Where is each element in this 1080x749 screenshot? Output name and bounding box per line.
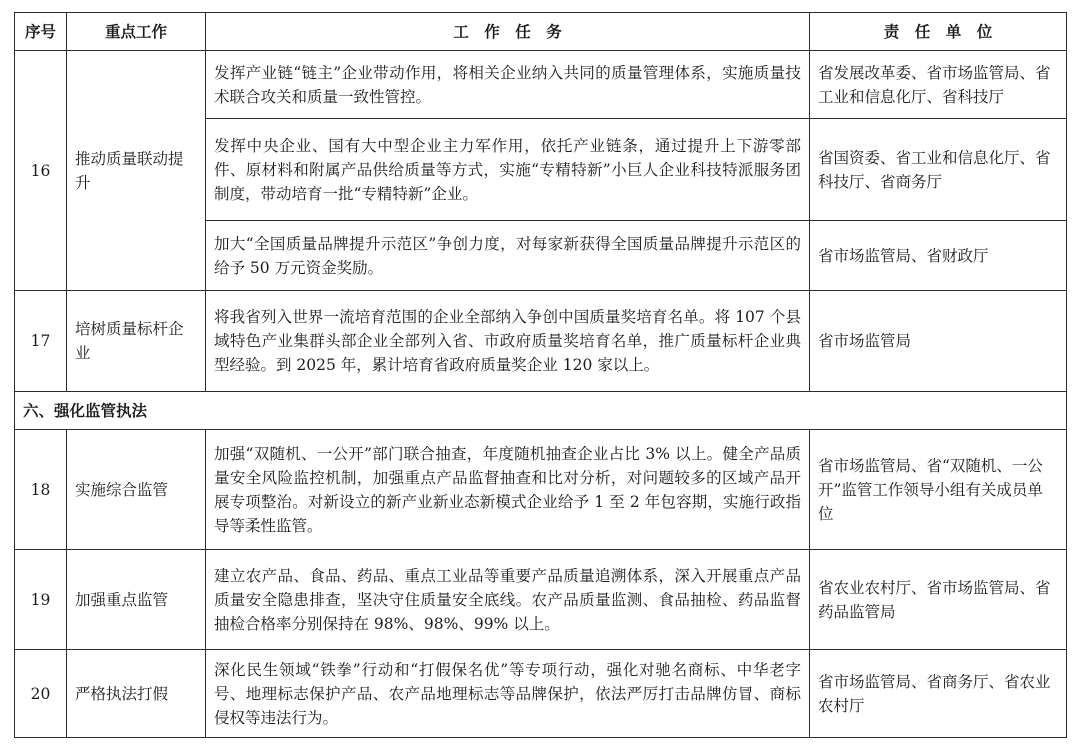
work-task: 建立农产品、食品、药品、重点工业品等重要产品质量追溯体系，深入开展重点产品质量安全隐患排查，坚决守住质量安全底线。农产品质量监测、食品抽检、药品监督抽检合格率分别保持在 98%、98%、99% 以上。: [206, 550, 810, 650]
responsible-unit: 省市场监管局、省“双随机、一公开”监管工作领导小组有关成员单位: [810, 430, 1067, 550]
header-task: 工 作 任 务: [206, 13, 810, 51]
work-task: 将我省列入世界一流培育范围的企业全部纳入争创中国质量奖培育名单。将 107 个县域特色产业集群头部企业全部列入省、市政府质量奖培育名单，推广质量标杆企业典型经验。到 2025 年，累计培育省政府质量奖企业 120 家以上。: [206, 291, 810, 392]
table-row: [15, 650, 1067, 738]
responsible-unit: 省农业农村厅、省市场监管局、省药品监管局: [810, 550, 1067, 650]
work-task: 深化民生领域“铁拳”行动和“打假保名优”等专项行动，强化对驰名商标、中华老字号、地理标志保护产品、农产品地理标志等品牌保护，依法严厉打击品牌仿冒、商标侵权等违法行为。: [206, 650, 810, 738]
key-work: 实施综合监管: [67, 430, 206, 550]
responsible-unit: 省市场监管局、省财政厅: [810, 221, 1067, 291]
key-work: 推动质量联动提升: [67, 51, 206, 291]
section-heading: 六、强化监管执法: [15, 392, 1067, 430]
task-table: [14, 12, 1067, 738]
header-num: 序号: [15, 13, 67, 51]
responsible-unit: 省国资委、省工业和信息化厅、省科技厅、省商务厅: [810, 119, 1067, 221]
table-row: [15, 51, 1067, 119]
header-unit: 责 任 单 位: [810, 13, 1067, 51]
table-row: [15, 550, 1067, 650]
responsible-unit: 省市场监管局、省商务厅、省农业农村厅: [810, 650, 1067, 738]
work-task: 发挥中央企业、国有大中型企业主力军作用，依托产业链条，通过提升上下游零部件、原材料和附属产品供给质量等方式，实施“专精特新”小巨人企业科技特派服务团制度，带动培育一批“专精特新”企业。: [206, 119, 810, 221]
key-work: 培树质量标杆企业: [67, 291, 206, 392]
responsible-unit: 省发展改革委、省市场监管局、省工业和信息化厅、省科技厅: [810, 51, 1067, 119]
work-task: 加强“双随机、一公开”部门联合抽查，年度随机抽查企业占比 3% 以上。健全产品质量安全风险监控机制，加强重点产品监督抽查和比对分析，对问题较多的区域产品开展专项整治。对新设立的新产业新业态新模式企业给予 1 至 2 年包容期，实施行政指导等柔性监管。: [206, 430, 810, 550]
table-row: [15, 430, 1067, 550]
row-number: 20: [15, 650, 67, 738]
row-number: 18: [15, 430, 67, 550]
table-header-row: [15, 13, 1067, 51]
header-work: 重点工作: [67, 13, 206, 51]
section-row: [15, 392, 1067, 430]
work-task: 发挥产业链“链主”企业带动作用，将相关企业纳入共同的质量管理体系，实施质量技术联合攻关和质量一致性管控。: [206, 51, 810, 119]
key-work: 严格执法打假: [67, 650, 206, 738]
row-number: 17: [15, 291, 67, 392]
key-work: 加强重点监管: [67, 550, 206, 650]
row-number: 19: [15, 550, 67, 650]
row-number: 16: [15, 51, 67, 291]
table-row: [15, 291, 1067, 392]
work-task: 加大“全国质量品牌提升示范区”争创力度，对每家新获得全国质量品牌提升示范区的给予 50 万元资金奖励。: [206, 221, 810, 291]
responsible-unit: 省市场监管局: [810, 291, 1067, 392]
